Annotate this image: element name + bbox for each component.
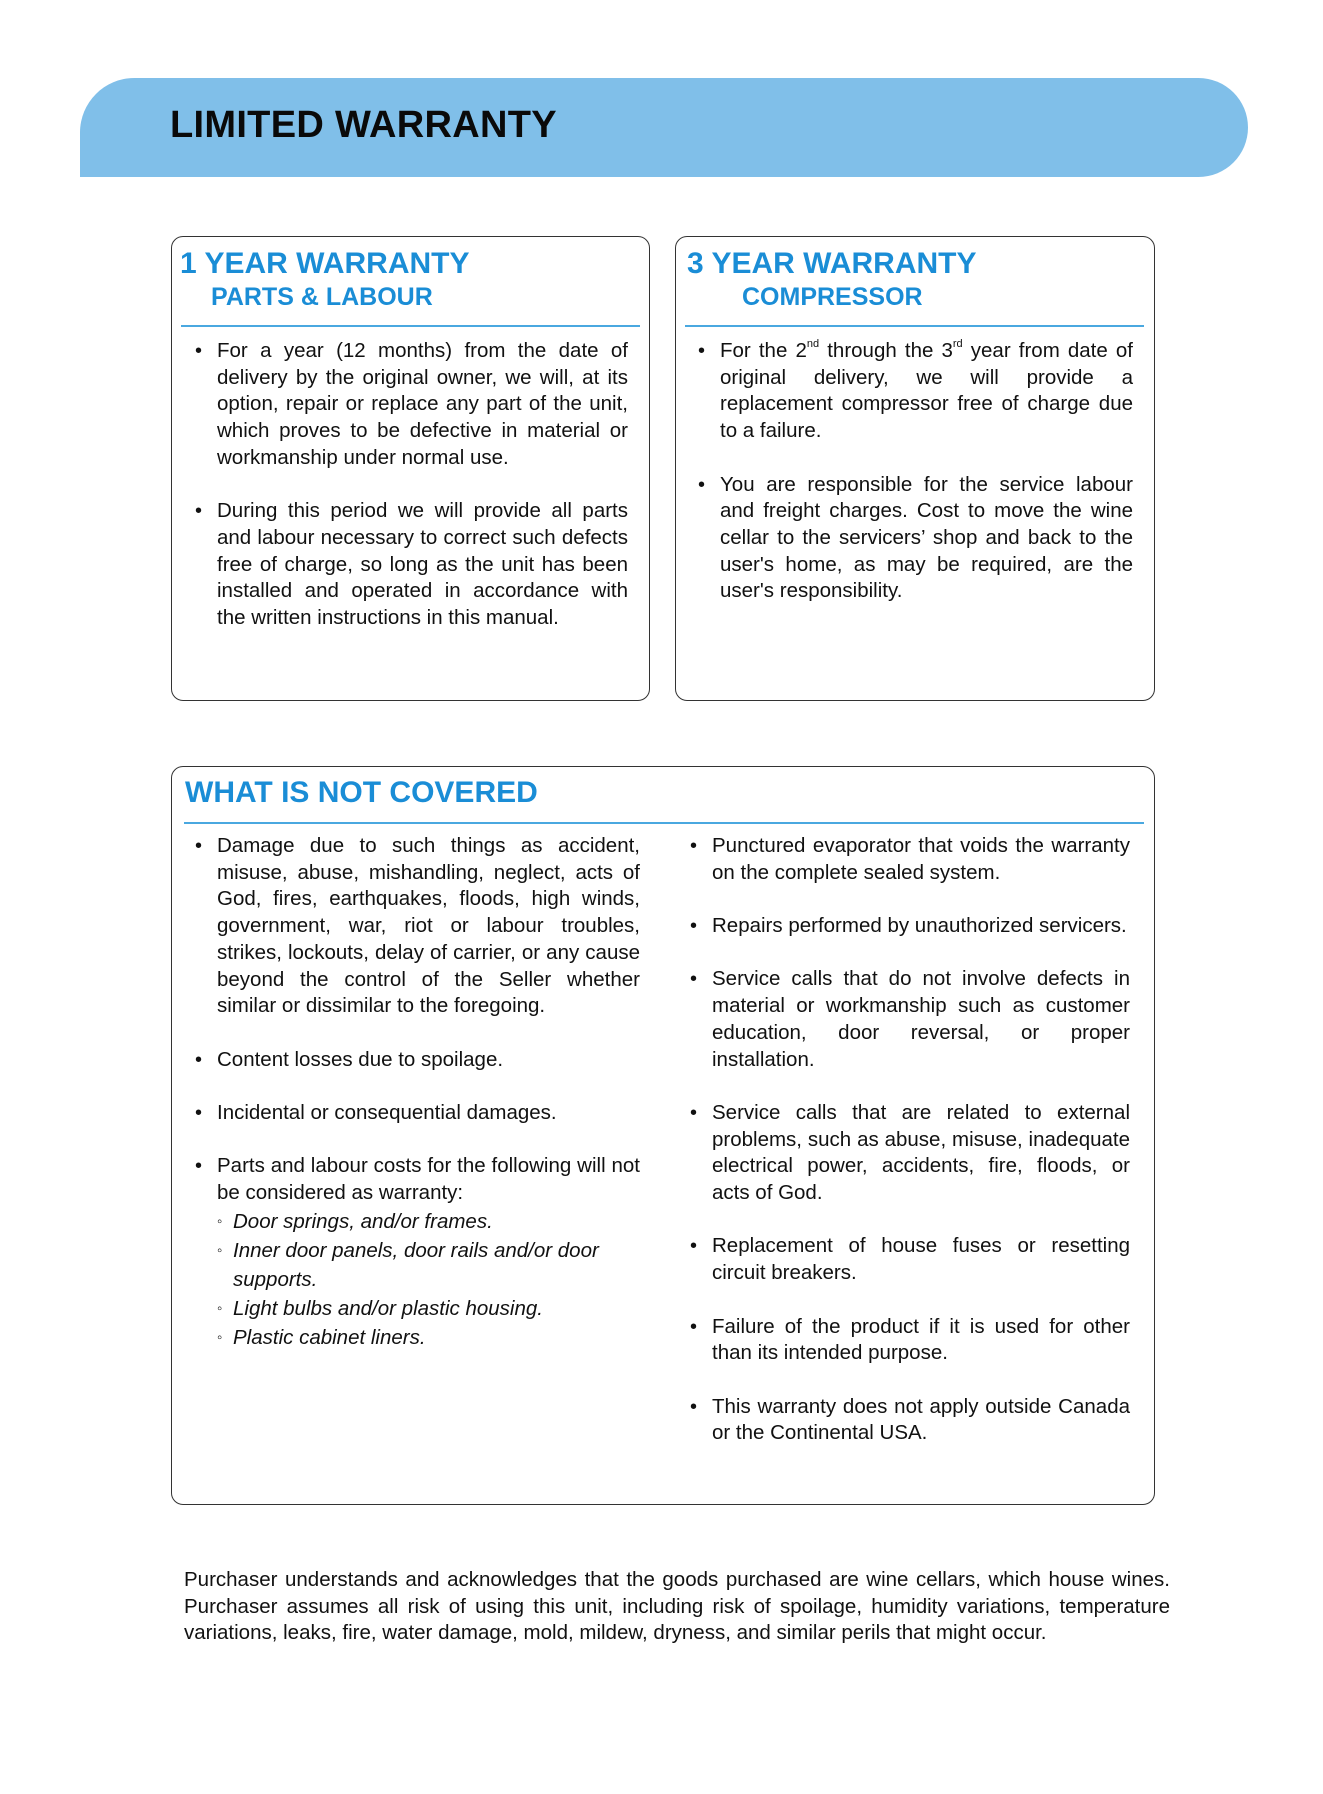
not-covered-left-list (195, 833, 640, 1352)
list-item: • For the 2nd through the 3rd year from date of original delivery, we will provide a replacement compressor free of charge due to a failure. (698, 338, 1133, 443)
list-item: • Replacement of house fuses or resetting circuit breakers. (690, 1234, 1130, 1285)
one-year-divider (181, 325, 640, 327)
not-covered-sub-list (217, 1207, 640, 1352)
list-item: • During this period we will provide all parts and labour necessary to correct such defects free of charge, so long as the unit has been installed and operated in accordance with the written instructions in this manual. (195, 499, 628, 630)
list-item: • Service calls that do not involve defects in material or workmanship such as customer education, door reversal, or proper installation. (690, 967, 1130, 1071)
list-item: • Content losses due to spoilage. (195, 1047, 504, 1071)
list-item: • Repairs performed by unauthorized servicers. (690, 914, 1127, 938)
list-item: • Punctured evaporator that voids the warranty on the complete sealed system. (690, 834, 1130, 884)
page-title: LIMITED WARRANTY (170, 104, 557, 146)
one-year-title: 1 YEAR WARRANTY (180, 247, 470, 280)
sub-list-item: ◦ Light bulbs and/or plastic housing. (217, 1296, 543, 1320)
one-year-warranty-box (171, 236, 650, 701)
list-item: • Damage due to such things as accident, misuse, abuse, mishandling, neglect, acts of God, fires, earthquakes, floods, high winds, government, war, riot or labour troubles, strikes, lockouts, delay of carrier, or any cause beyond the control of the Seller whether similar or dissimilar to the foregoing. (195, 834, 640, 1018)
list-item: • You are responsible for the service labour and freight charges. Cost to move the wine cellar to the servicers’ shop and back to the user's home, as may be required, are the user's responsibility. (698, 472, 1133, 603)
list-item: • Failure of the product if it is used for other than its intended purpose. (690, 1314, 1130, 1365)
three-year-warranty-box (675, 236, 1155, 701)
list-item: • Service calls that are related to external problems, such as abuse, misuse, inadequate electrical power, accidents, fire, floods, or acts of God. (690, 1100, 1130, 1205)
one-year-list (195, 338, 628, 658)
not-covered-divider (184, 822, 1144, 824)
list-item: • This warranty does not apply outside Canada or the Continental USA. (690, 1394, 1130, 1445)
three-year-list (698, 338, 1133, 632)
sub-list-item: ◦ Inner door panels, door rails and/or door supports. (217, 1238, 599, 1291)
three-year-subtitle: COMPRESSOR (742, 283, 923, 311)
list-item: • For a year (12 months) from the date of delivery by the original owner, we will, at its option, repair or replace any part of the unit, which proves to be defective in material or workmanship under normal use. (195, 339, 628, 469)
three-year-divider (685, 325, 1144, 327)
purchaser-acknowledgement: Purchaser understands and acknowledges that the goods purchased are wine cellars, which house wines. Purchaser assumes all risk of using this unit, including risk of spoilage, humidity variations, temperature variations, leaks, fire, water damage, mold, mildew, dryness, and similar perils that might occur. (184, 1568, 1170, 1645)
not-covered-title: WHAT IS NOT COVERED (185, 776, 538, 809)
three-year-title: 3 YEAR WARRANTY (687, 247, 977, 280)
not-covered-box (171, 766, 1155, 1505)
header-banner (80, 78, 1248, 177)
list-item: • Incidental or consequential damages. (195, 1101, 557, 1124)
list-item: • Parts and labour costs for the following will not be considered as warranty: ◦ Door springs, and/or frames. ◦ Inner door panels, door rails and/or door supports. ◦ Light bulbs and/or plastic housing. ◦ Plastic cabinet liners. (217, 1153, 640, 1351)
sub-list-item: ◦ Door springs, and/or frames. (217, 1209, 493, 1233)
one-year-subtitle: PARTS & LABOUR (211, 283, 433, 311)
not-covered-right-list (690, 833, 1130, 1447)
sub-list-item: ◦ Plastic cabinet liners. (217, 1325, 426, 1349)
